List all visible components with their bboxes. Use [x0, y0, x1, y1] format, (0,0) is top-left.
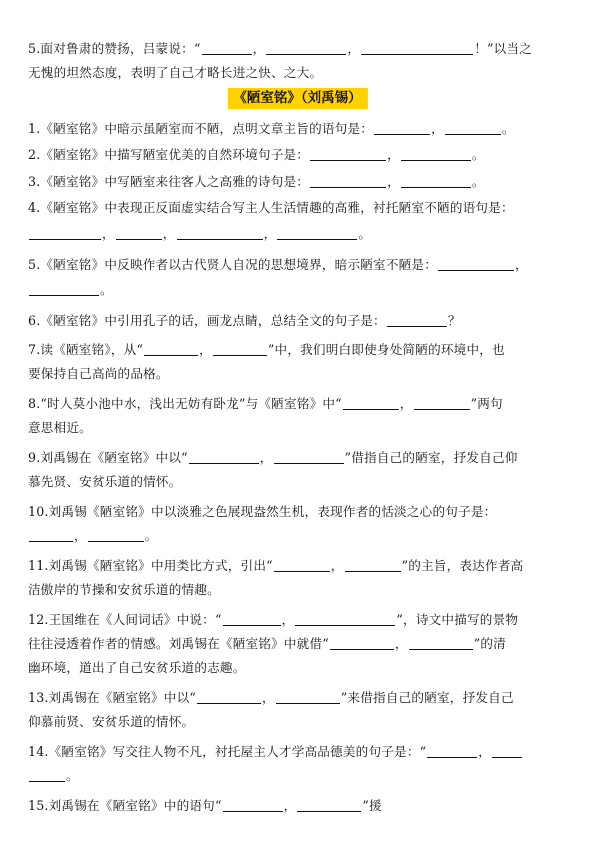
item-8-line-1: 8.“时人莫小池中水，浅出无妨有卧龙”与《陋室铭》中“ ， ”两句 [28, 396, 503, 411]
blank[interactable] [330, 636, 394, 650]
blank[interactable] [223, 798, 283, 812]
blank[interactable] [274, 450, 344, 464]
blank[interactable] [88, 528, 144, 542]
item-1: 1.《陋室铭》中暗示虽陋室而不陋，点明文章主旨的语句是： ， 。 [28, 121, 515, 136]
blank[interactable] [295, 612, 395, 626]
blank[interactable] [29, 528, 73, 542]
item-8-line-2: 意思相近。 [28, 420, 92, 435]
blank[interactable] [492, 744, 522, 758]
item-14-line-1: 14.《陋室铭》写交往人物不凡，衬托屋主人才学高品德美的句子是：“ ， [28, 743, 568, 761]
blank[interactable] [310, 147, 386, 161]
blank[interactable] [343, 396, 399, 410]
blank[interactable] [177, 226, 263, 240]
q5-line-2: 无愧的坦然态度，表明了自己才略长进之快、之大。 [28, 65, 323, 80]
item-13-line-2: 仰慕前贤、安贫乐道的情怀。 [28, 714, 195, 729]
item-5-line-2: 。 [28, 281, 568, 299]
blank[interactable] [401, 147, 471, 161]
blank[interactable] [297, 798, 361, 812]
blank[interactable] [266, 41, 346, 55]
item-6: 6.《陋室铭》中引用孔子的话，画龙点睛，总结全文的句子是： ？ [28, 313, 461, 328]
blank[interactable] [144, 342, 198, 356]
item-7-line-2: 要保持自己高尚的品格。 [28, 366, 169, 381]
blank[interactable] [427, 744, 477, 758]
item-10-line-1: 10.刘禹锡《陋室铭》中以淡雅之色展现盎然生机，表现作者的恬淡之心的句子是： [28, 504, 497, 519]
item-4-line-2: ， ， ， 。 [28, 225, 568, 243]
blank[interactable] [445, 121, 501, 135]
blank[interactable] [29, 226, 101, 240]
blank[interactable] [438, 257, 514, 271]
blank[interactable] [345, 558, 401, 572]
blank[interactable] [116, 226, 162, 240]
item-7-line-1: 7.读《陋室铭》，从“ ， ”中，我们明白即使身处简陋的环境中，也 [28, 342, 505, 357]
blank[interactable] [414, 396, 470, 410]
blank[interactable] [29, 282, 99, 296]
item-12-line-2: 往往浸透着作者的情感。刘禹锡在《陋室铭》中就借“ ， ”的清 [28, 636, 506, 651]
blank[interactable] [276, 690, 340, 704]
item-12-line-3: 幽环境，道出了自己安贫乐道的志趣。 [28, 660, 246, 675]
blank[interactable] [361, 41, 473, 55]
blank[interactable] [409, 636, 473, 650]
q5-line-1: 5.面对鲁肃的赞扬，吕蒙说：“ ， ， ！”以当之 [28, 41, 533, 56]
item-9-line-1: 9.刘禹锡在《陋室铭》中以“ ， ”借指自己的陋室，抒发自己仰 [28, 450, 518, 465]
blank[interactable] [213, 342, 267, 356]
blank[interactable] [401, 174, 471, 188]
blank[interactable] [310, 174, 386, 188]
item-3: 3.《陋室铭》中写陋室来往客人之高雅的诗句是： ， 。 [28, 174, 485, 189]
item-5-line-1: 5.《陋室铭》中反映作者以古代贤人自况的思想境界，暗示陋室不陋是： ， [28, 257, 528, 272]
item-9-line-2: 慕先贤、安贫乐道的情怀。 [28, 474, 182, 489]
item-4-line-1: 4.《陋室铭》中表现正反面虚实结合写主人生活情趣的高雅，衬托陋室不陋的语句是： [28, 200, 514, 215]
blank[interactable] [223, 612, 281, 626]
blank[interactable] [387, 313, 447, 327]
section-title: 《陋室铭》（刘禹锡） [227, 88, 367, 109]
item-15: 15.刘禹锡在《陋室铭》中的语句“ ， ”援 [28, 798, 382, 813]
blank[interactable] [374, 121, 430, 135]
blank[interactable] [197, 690, 261, 704]
item-13-line-1: 13.刘禹锡在《陋室铭》中以“ ， ”来借指自己的陋室，抒发自己 [28, 690, 514, 705]
blank[interactable] [274, 558, 330, 572]
item-11-line-1: 11.刘禹锡《陋室铭》中用类比方式，引出“ ， ”的主旨，表达作者高 [28, 558, 524, 573]
blank[interactable] [277, 226, 357, 240]
item-10-line-2: ， 。 [28, 527, 568, 545]
blank[interactable] [29, 768, 65, 782]
item-14-line-2: 。 [28, 767, 568, 785]
item-11-line-2: 洁傲岸的节操和安贫乐道的情趣。 [28, 582, 220, 597]
blank[interactable] [189, 450, 259, 464]
blank[interactable] [202, 41, 252, 55]
item-2: 2.《陋室铭》中描写陋室优美的自然环境句子是： ， 。 [28, 147, 485, 162]
item-12-line-1: 12.王国维在《人间词话》中说：“ ， ”，诗文中描写的景物 [28, 612, 519, 627]
